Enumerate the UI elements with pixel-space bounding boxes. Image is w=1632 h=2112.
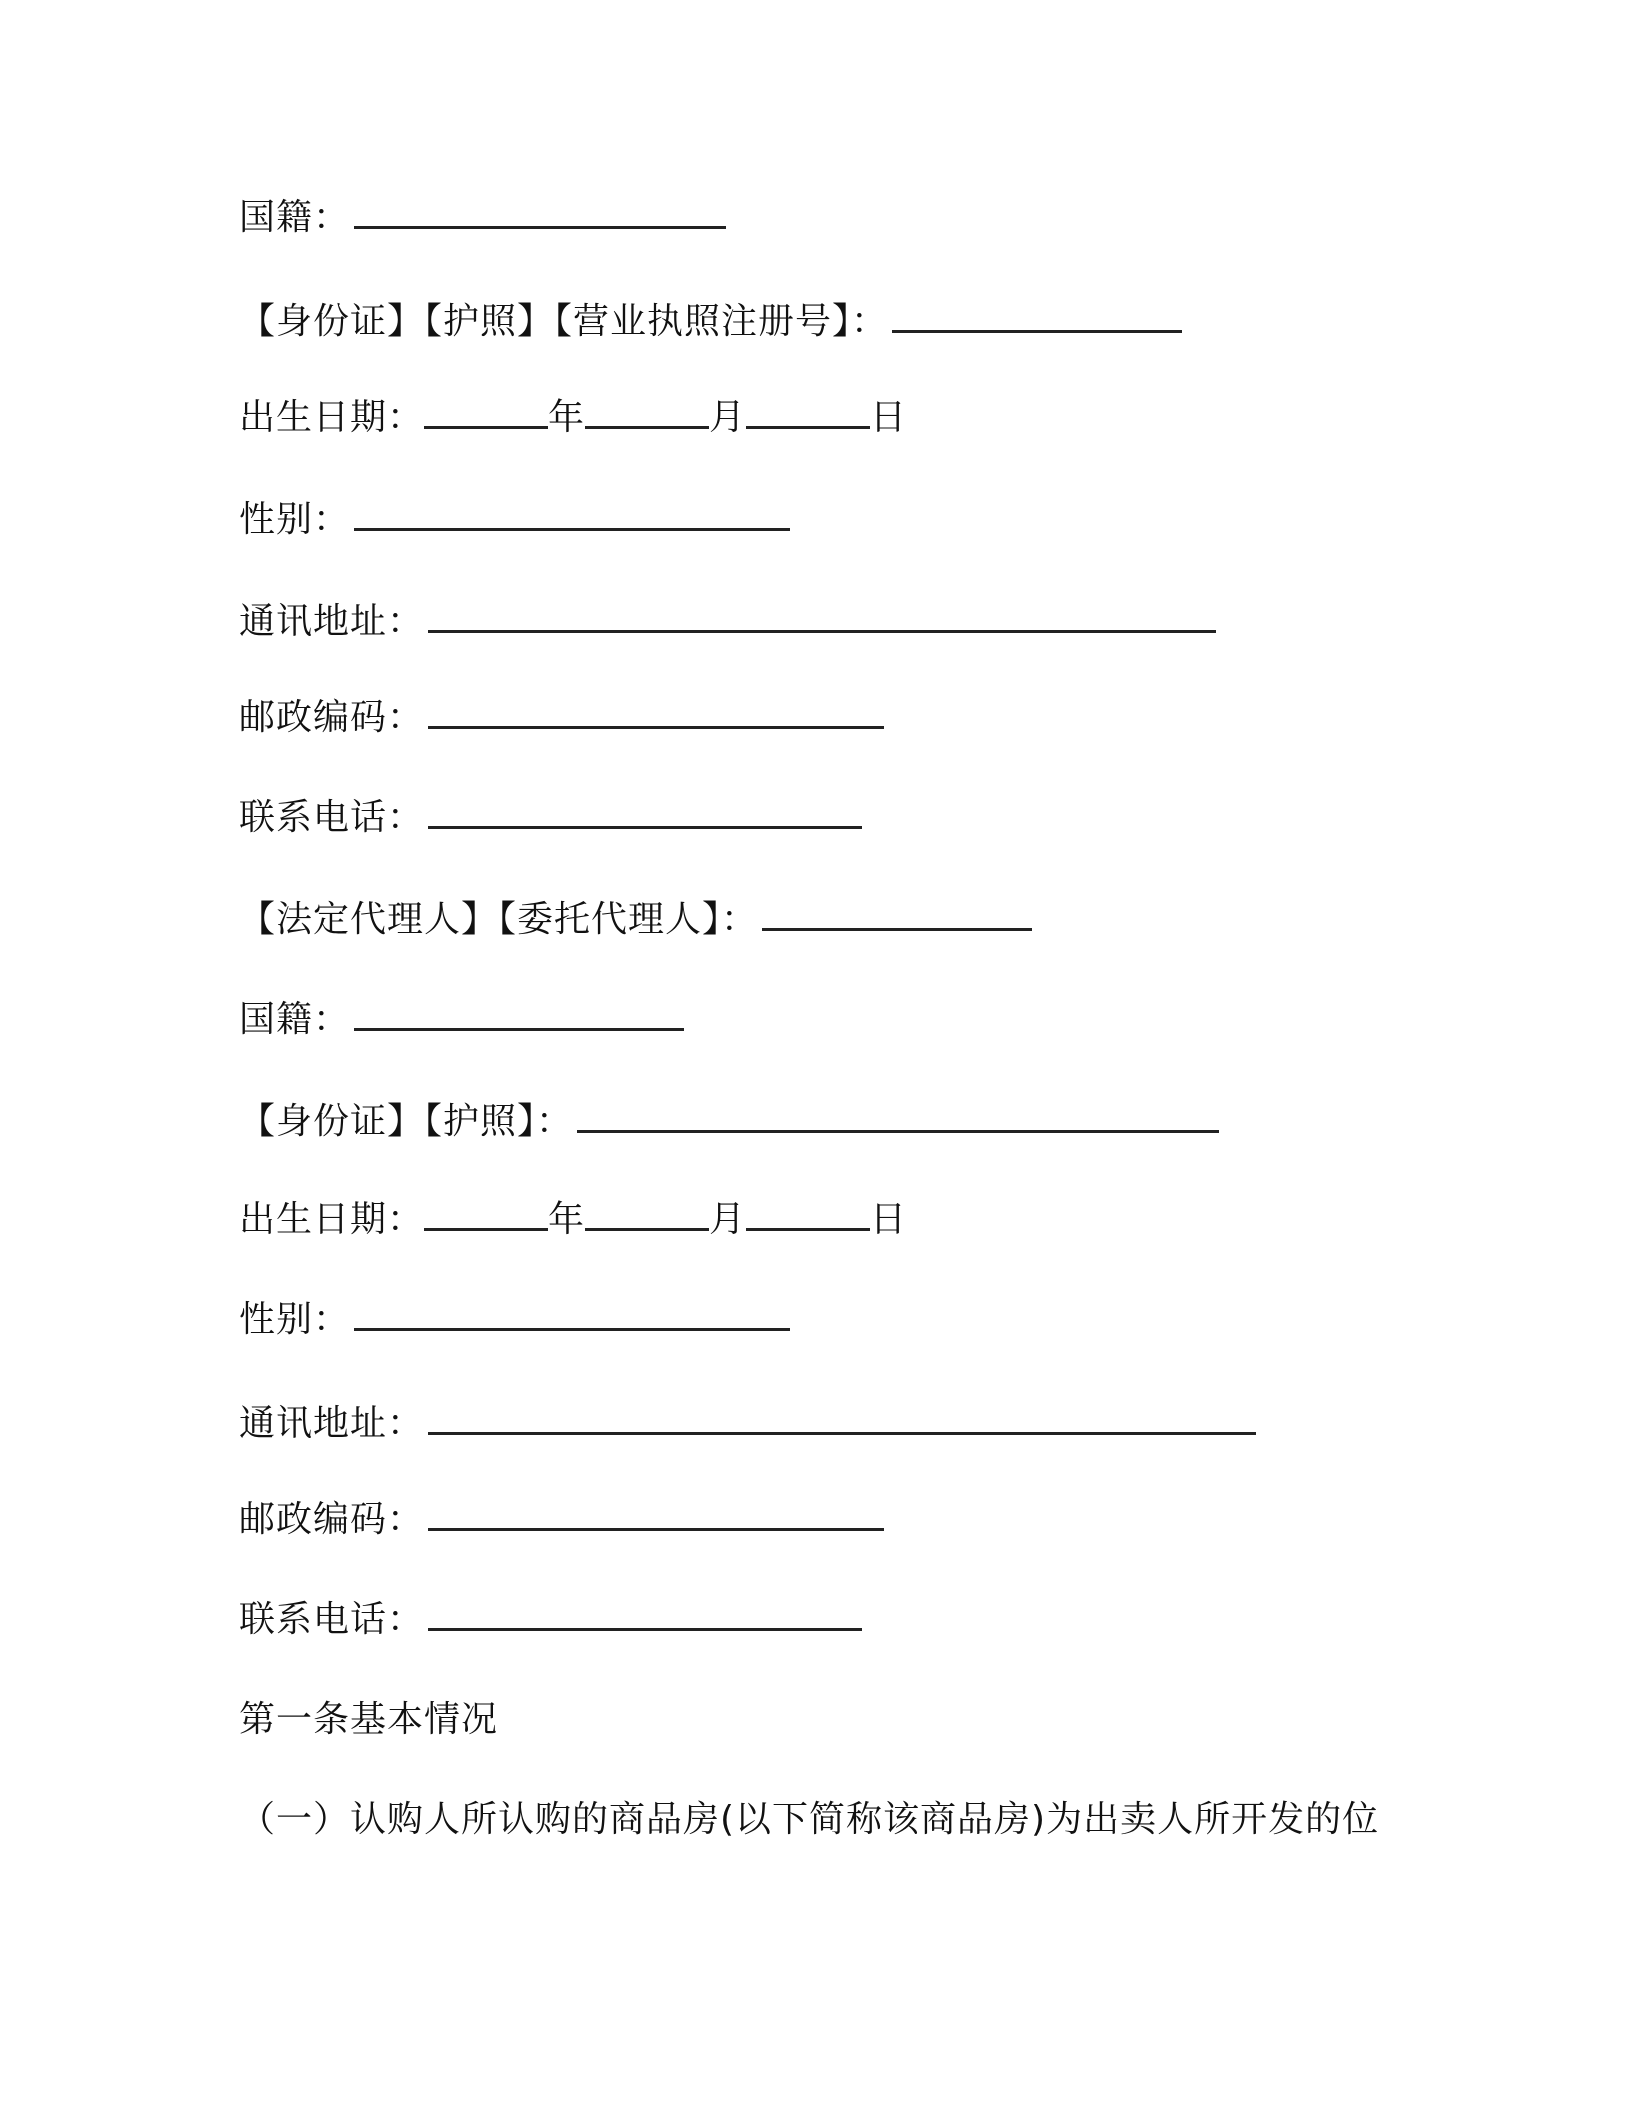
nationality-label: 国籍： [239, 999, 351, 1040]
article-paragraph [239, 1798, 1379, 1842]
month-unit: 月 [709, 1199, 747, 1240]
year-unit: 年 [548, 397, 586, 438]
article-text: （一）认购人所认购的商品房(以下简称该商品房)为出卖人所开发的位 [239, 1799, 1380, 1840]
article-heading [239, 1698, 498, 1742]
address-label: 通讯地址： [239, 601, 425, 642]
birth-year-blank[interactable] [424, 396, 548, 429]
birth-day-blank[interactable] [746, 396, 870, 429]
nationality-label: 国籍： [239, 197, 351, 238]
gender-label: 性别： [239, 1299, 351, 1340]
postal-code-blank[interactable] [428, 1498, 884, 1531]
address-blank[interactable] [428, 600, 1216, 633]
address-line-1 [239, 600, 1216, 644]
gender-line-2 [239, 1298, 790, 1342]
id-number-line-2 [239, 1100, 1219, 1144]
day-unit: 日 [870, 1199, 908, 1240]
address-label: 通讯地址： [239, 1403, 425, 1444]
phone-line-1 [239, 796, 862, 840]
gender-label: 性别： [239, 499, 351, 540]
birth-date-line-1 [239, 396, 907, 440]
gender-blank[interactable] [354, 1298, 790, 1331]
postal-code-label: 邮政编码： [239, 697, 425, 738]
postal-code-line-1 [239, 696, 884, 740]
id-number-line-1 [239, 300, 1182, 344]
day-unit: 日 [870, 397, 908, 438]
article-title: 第一条基本情况 [239, 1699, 499, 1740]
birth-day-blank[interactable] [746, 1198, 870, 1231]
agent-blank[interactable] [762, 898, 1032, 931]
nationality-line-1 [239, 196, 726, 240]
id-number-label: 【身份证】【护照】【营业执照注册号】： [239, 301, 889, 342]
nationality-blank[interactable] [354, 998, 684, 1031]
gender-blank[interactable] [354, 498, 790, 531]
nationality-line-2 [239, 998, 684, 1042]
agent-label: 【法定代理人】【委托代理人】： [239, 899, 759, 940]
phone-blank[interactable] [428, 1598, 862, 1631]
address-line-2 [239, 1402, 1256, 1446]
birth-month-blank[interactable] [585, 396, 709, 429]
month-unit: 月 [709, 397, 747, 438]
id-number-blank[interactable] [577, 1100, 1219, 1133]
agent-line [239, 898, 1032, 942]
nationality-blank[interactable] [354, 196, 726, 229]
address-blank[interactable] [428, 1402, 1256, 1435]
birth-date-label: 出生日期： [239, 397, 425, 438]
phone-blank[interactable] [428, 796, 862, 829]
gender-line-1 [239, 498, 790, 542]
year-unit: 年 [548, 1199, 586, 1240]
id-number-blank[interactable] [892, 300, 1182, 333]
postal-code-blank[interactable] [428, 696, 884, 729]
phone-line-2 [239, 1598, 862, 1642]
birth-year-blank[interactable] [424, 1198, 548, 1231]
id-number-label: 【身份证】【护照】： [239, 1101, 574, 1142]
postal-code-label: 邮政编码： [239, 1499, 425, 1540]
phone-label: 联系电话： [239, 797, 425, 838]
postal-code-line-2 [239, 1498, 884, 1542]
birth-date-label: 出生日期： [239, 1199, 425, 1240]
birth-date-line-2 [239, 1198, 907, 1242]
birth-month-blank[interactable] [585, 1198, 709, 1231]
phone-label: 联系电话： [239, 1599, 425, 1640]
